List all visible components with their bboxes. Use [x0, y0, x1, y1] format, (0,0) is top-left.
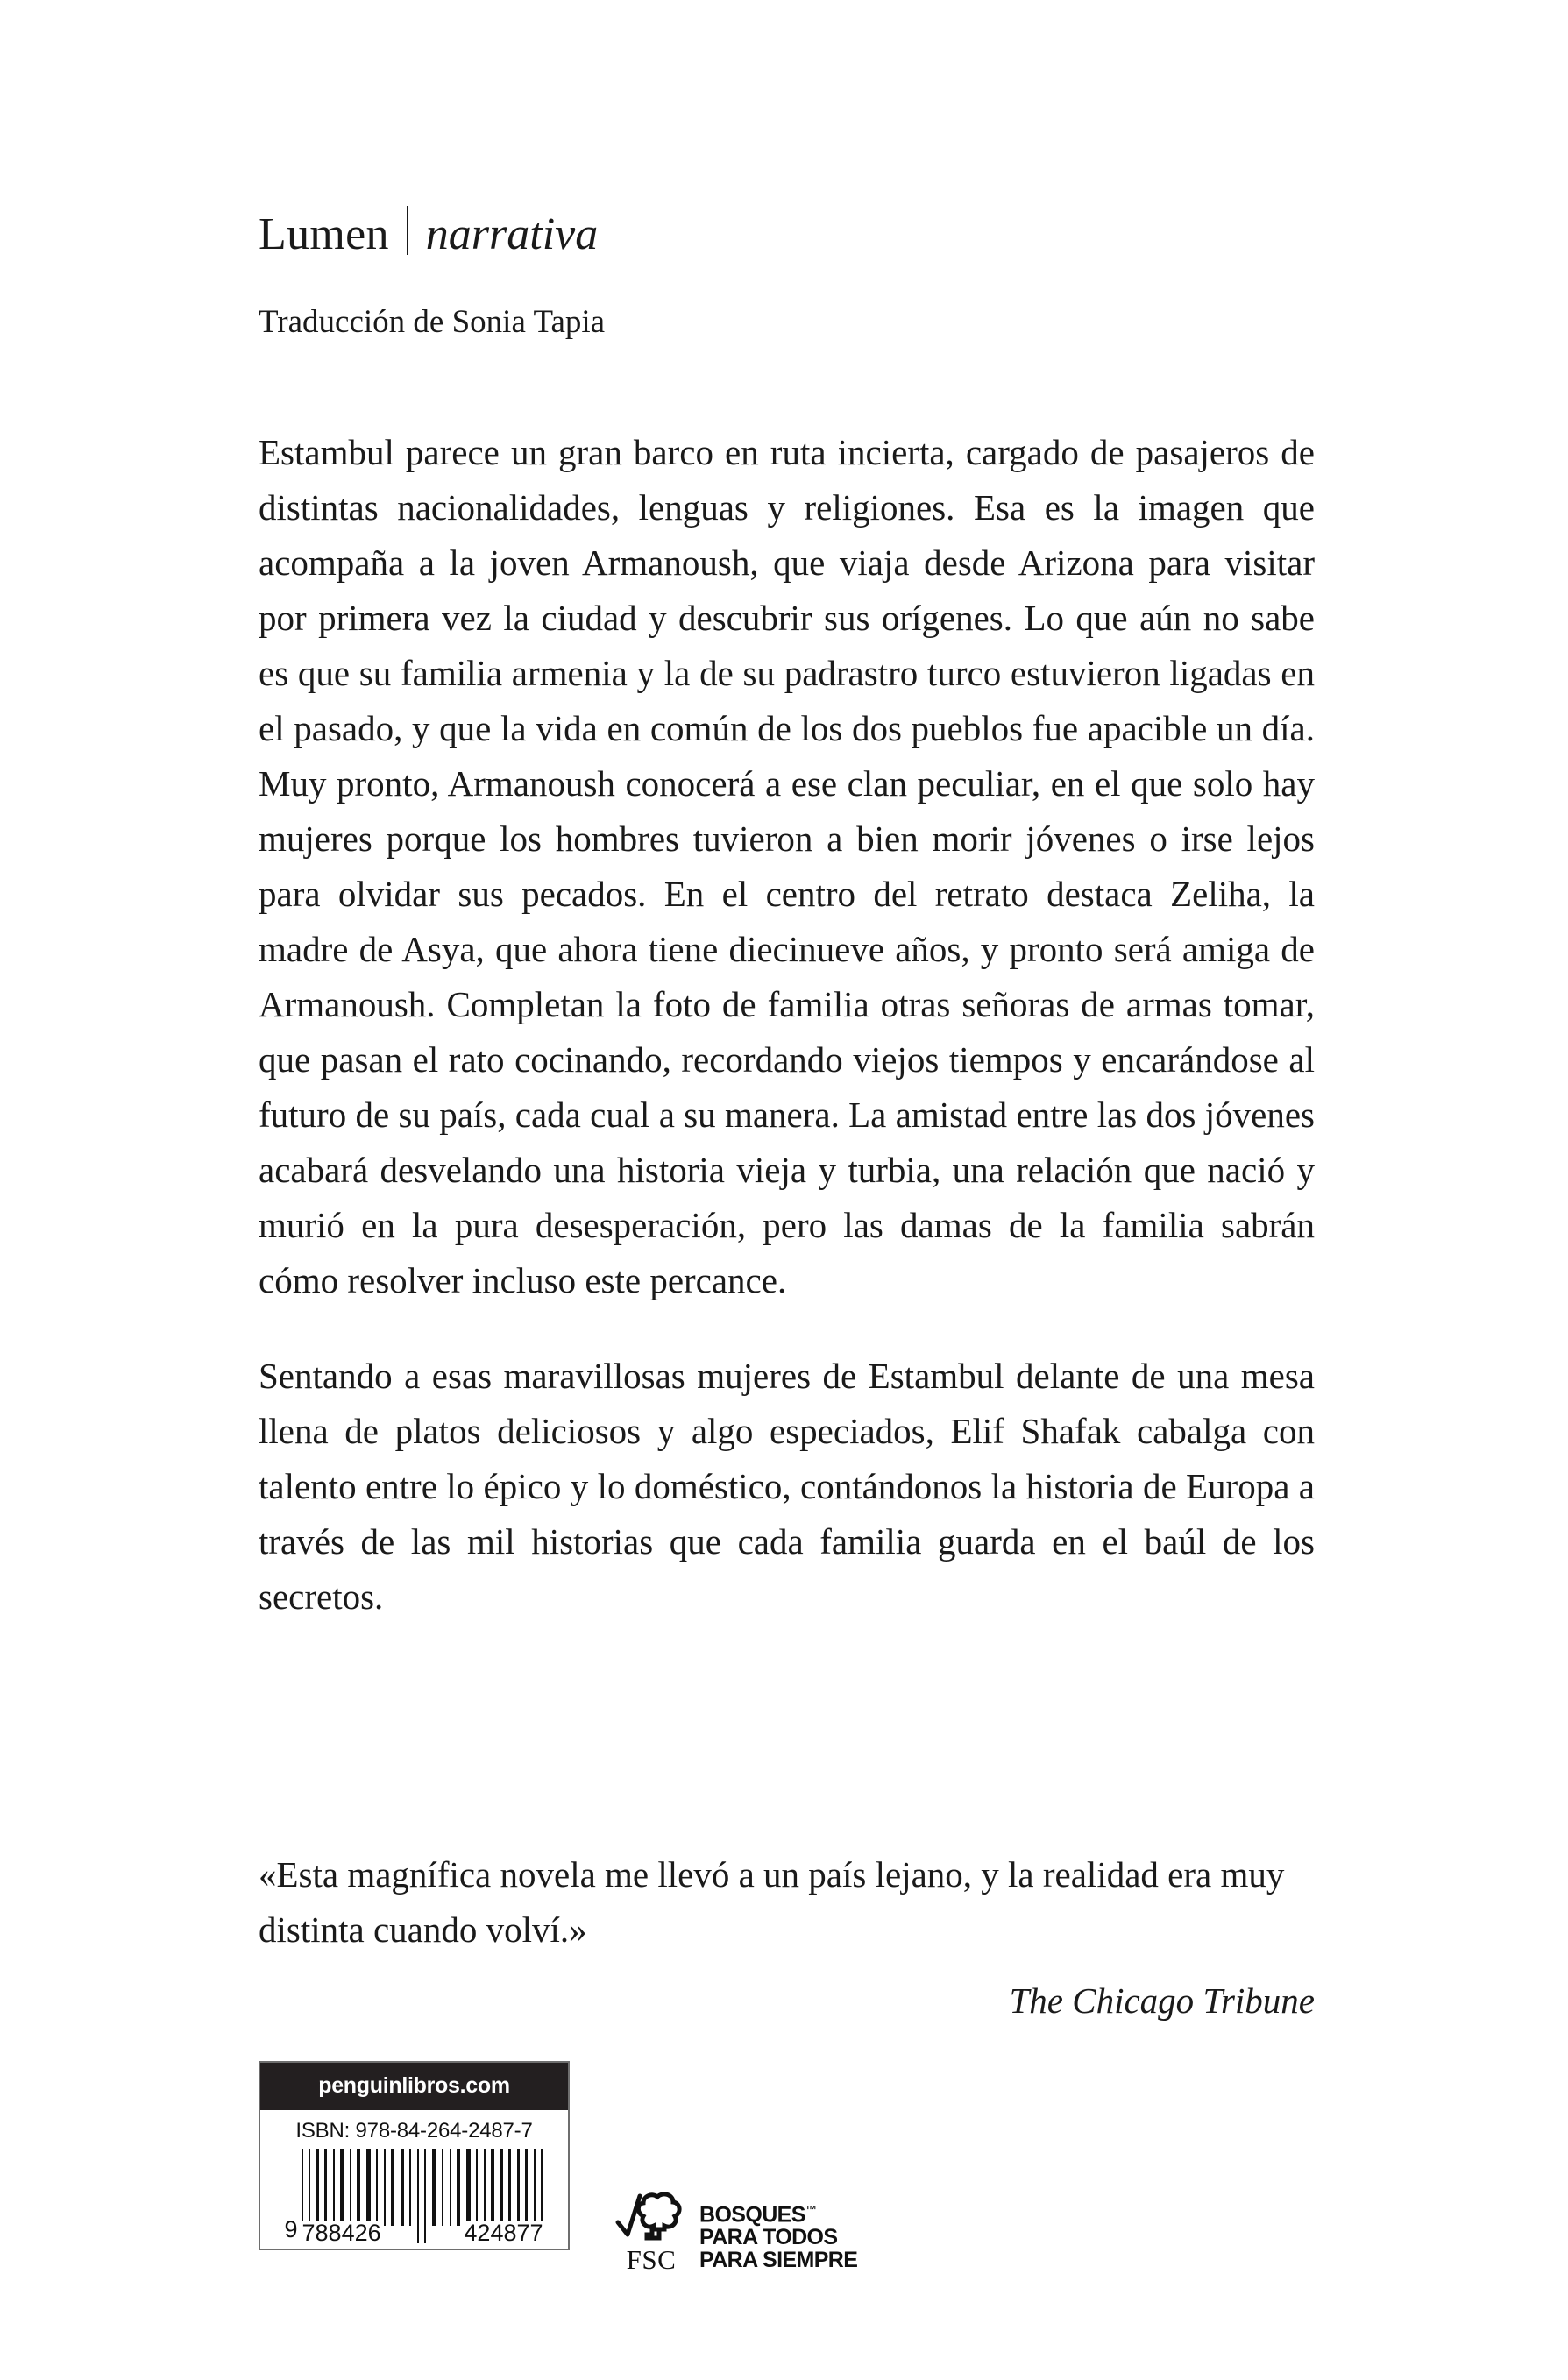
- fsc-logo: [614, 2189, 857, 2273]
- blurb-paragraph-2: Sentando a esas maravillosas mujeres de Estambul delante de una mesa llena de platos deliciosos y algo especiados, Elif Shafak cabalga con talento entre lo épico y lo doméstico, contándonos la historia de Europa a través de las mil historias que cada familia guarda en el baúl de los secretos.: [259, 1356, 1315, 1617]
- fsc-slogan-line-3: PARA SIEMPRE: [699, 2248, 858, 2272]
- blurb-text: [259, 425, 1315, 1625]
- isbn-label: ISBN: 978-84-264-2487-7: [295, 2119, 533, 2143]
- fsc-abbreviation: FSC: [626, 2244, 677, 2275]
- imprint-name: Lumen: [259, 209, 389, 259]
- fsc-mark: [614, 2189, 689, 2273]
- press-quote-block: [259, 1847, 1315, 2029]
- publisher-website-banner: penguinlibros.com: [260, 2063, 568, 2110]
- fsc-slogan-line-1: BOSQUES™: [699, 2202, 817, 2227]
- ean-barcode: [260, 2149, 568, 2246]
- ean-group-left: 788426: [302, 2220, 381, 2246]
- barcode-block: [259, 2061, 570, 2250]
- ean-lead-digit: 9: [284, 2216, 298, 2242]
- ean-group-right: 424877: [464, 2220, 543, 2246]
- ean-bars-graphic: [302, 2149, 544, 2246]
- press-quote-text: «Esta magnífica novela me llevó a un país lejano, y la realidad era muy distinta cuando volví.»: [259, 1854, 1285, 1950]
- imprint-collection-name: narrativa: [425, 209, 599, 259]
- fsc-tree-checkmark-icon: [614, 2189, 689, 2243]
- imprint-divider-rule: [407, 206, 408, 255]
- press-quote-source: The Chicago Tribune: [1009, 1980, 1315, 2021]
- fsc-slogan-line-2: PARA TODOS: [699, 2225, 838, 2249]
- imprint-lockup: [259, 200, 598, 258]
- fsc-slogan: [699, 2199, 857, 2273]
- blurb-paragraph-1: Estambul parece un gran barco en ruta incierta, cargado de pasajeros de distintas nacionalidades, lenguas y religiones. Esa es la imagen que acompaña a la joven Armanoush, que viaja desde Arizona para visitar por primera vez la ciudad y descubrir sus orígenes. Lo que aún no sabe es que su familia armenia y la de su padrastro turco estuvieron ligadas en el pasado, y que la vida en común de los dos pueblos fue apacible un día. Muy pronto, Armanoush conocerá a ese clan peculiar, en el que solo hay mujeres porque los hombres tuvieron a bien morir jóvenes o irse lejos para olvidar sus pecados. En el centro del retrato destaca Zeliha, la madre de Asya, que ahora tiene diecinueve años, y pronto será amiga de Armanoush. Completan la foto de familia otras señoras de armas tomar, que pasan el rato cocinando, recordando viejos tiempos y encarándose al futuro de su país, cada cual a su manera. La amistad entre las dos jóvenes acabará desvelando una historia vieja y turbia, una relación que nació y murió en la pura desesperación, pero las damas de la familia sabrán cómo resolver incluso este percance.: [259, 432, 1315, 1300]
- translator-credit: Traducción de Sonia Tapia: [259, 304, 606, 340]
- trademark-symbol: ™: [805, 2202, 817, 2216]
- barcode-body: [260, 2110, 568, 2249]
